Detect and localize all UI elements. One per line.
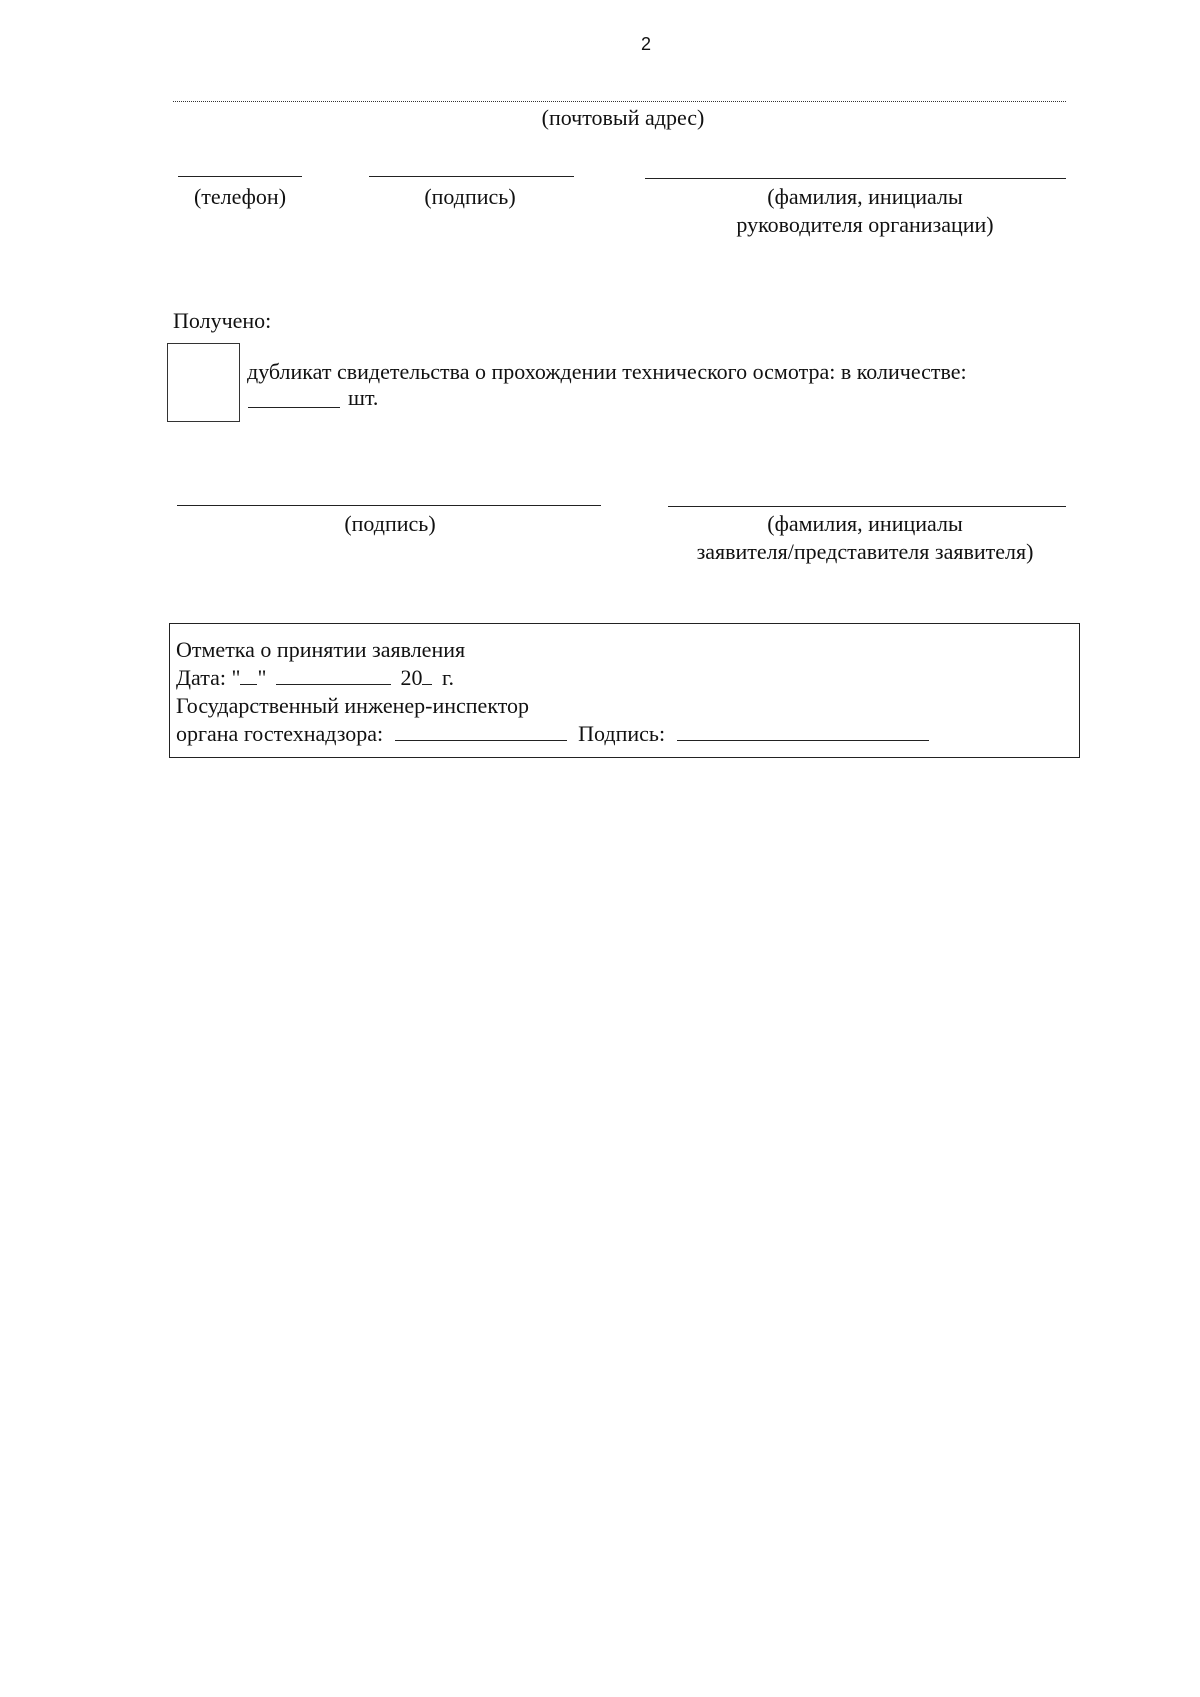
head-name-caption-line1: (фамилия, инициалы — [767, 184, 963, 209]
head-name-line — [645, 178, 1066, 179]
quantity-line — [248, 407, 340, 408]
date-year-field[interactable] — [422, 666, 432, 685]
applicant-signature-caption: (подпись) — [344, 511, 436, 536]
inspector-signature-field[interactable] — [677, 722, 929, 741]
phone-caption: (телефон) — [193, 184, 287, 209]
inspector-line2: органа гостехнадзора: — [176, 721, 384, 746]
org-signature-caption: (подпись) — [424, 184, 516, 209]
org-signature-line — [369, 176, 574, 177]
head-name-caption-line2: руководителя организации) — [736, 212, 994, 237]
duplicate-item-text: дубликат свидетельства о прохождении технического осмотра: в количестве: — [247, 359, 967, 384]
date-day-field[interactable] — [240, 666, 257, 685]
acceptance-title: Отметка о принятии заявления — [176, 637, 466, 662]
date-year: 20 — [400, 665, 423, 690]
quantity-unit: шт. — [348, 385, 379, 410]
applicant-name-caption-line2: заявителя/представителя заявителя) — [696, 539, 1034, 564]
applicant-name-caption-line1: (фамилия, инициалы — [767, 511, 963, 536]
page-number: 2 — [641, 34, 652, 54]
postal-address-caption: (почтовый адрес) — [541, 105, 705, 130]
date-month-field[interactable] — [276, 666, 391, 685]
inspector-name-field[interactable] — [395, 722, 567, 741]
signature-label: Подпись: — [578, 721, 666, 746]
received-heading: Получено: — [173, 308, 272, 333]
phone-line — [178, 176, 302, 177]
acceptance-box — [169, 623, 1080, 758]
acceptance-date-row — [176, 665, 454, 691]
date-quote: " — [257, 665, 267, 690]
applicant-name-line — [668, 506, 1066, 507]
applicant-signature-line — [177, 505, 601, 506]
postal-address-line — [173, 101, 1066, 102]
date-suffix: г. — [441, 665, 454, 690]
duplicate-checkbox[interactable] — [167, 343, 240, 422]
inspector-line1: Государственный инженер-инспектор — [176, 693, 530, 718]
date-label: Дата: " — [176, 665, 241, 690]
inspector-row — [176, 721, 929, 747]
